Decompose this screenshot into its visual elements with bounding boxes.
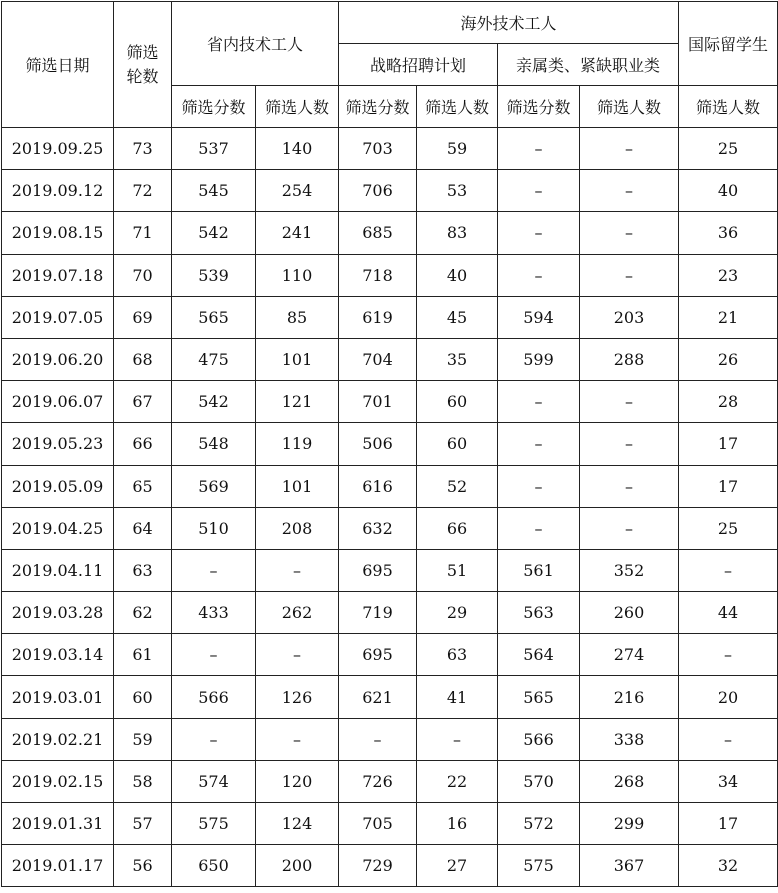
- relative-score-cell: 565: [498, 676, 580, 718]
- provincial-score-cell: 539: [172, 254, 256, 296]
- table-row: [2, 718, 778, 760]
- relative-count-cell: 299: [580, 803, 679, 845]
- strategic-count-cell: 27: [417, 845, 498, 887]
- relative-count-cell: –: [580, 170, 679, 212]
- provincial-count-cell: 262: [256, 592, 339, 634]
- table-row: [2, 592, 778, 634]
- table-row: [2, 507, 778, 549]
- provincial-score-cell: 574: [172, 760, 256, 802]
- provincial-score-cell: 569: [172, 465, 256, 507]
- provincial-score-cell: 475: [172, 338, 256, 380]
- relative-count-cell: –: [580, 507, 679, 549]
- header-strategic: 战略招聘计划: [339, 44, 498, 86]
- strategic-score-cell: 506: [339, 423, 417, 465]
- provincial-count-cell: 101: [256, 338, 339, 380]
- intl-count-cell: 23: [679, 254, 778, 296]
- header-intl-count: 筛选人数: [679, 86, 778, 128]
- provincial-score-cell: 510: [172, 507, 256, 549]
- provincial-count-cell: 208: [256, 507, 339, 549]
- round-cell: 58: [114, 760, 172, 802]
- strategic-score-cell: 729: [339, 845, 417, 887]
- round-cell: 59: [114, 718, 172, 760]
- strategic-score-cell: 695: [339, 634, 417, 676]
- relative-score-cell: 561: [498, 549, 580, 591]
- provincial-score-cell: –: [172, 549, 256, 591]
- round-cell: 67: [114, 381, 172, 423]
- strategic-score-cell: 616: [339, 465, 417, 507]
- intl-count-cell: –: [679, 549, 778, 591]
- strategic-count-cell: –: [417, 718, 498, 760]
- relative-score-cell: –: [498, 212, 580, 254]
- date-cell: 2019.02.15: [2, 760, 114, 802]
- relative-score-cell: 599: [498, 338, 580, 380]
- strategic-count-cell: 60: [417, 423, 498, 465]
- strategic-score-cell: 726: [339, 760, 417, 802]
- round-cell: 60: [114, 676, 172, 718]
- strategic-score-cell: 703: [339, 128, 417, 170]
- relative-score-cell: 570: [498, 760, 580, 802]
- table-body: [2, 128, 778, 887]
- provincial-count-cell: 124: [256, 803, 339, 845]
- header-intl: 国际留学生: [679, 2, 778, 86]
- provincial-count-cell: 200: [256, 845, 339, 887]
- table-row: [2, 338, 778, 380]
- relative-score-cell: 594: [498, 296, 580, 338]
- relative-score-cell: 572: [498, 803, 580, 845]
- provincial-count-cell: 121: [256, 381, 339, 423]
- date-cell: 2019.04.11: [2, 549, 114, 591]
- provincial-count-cell: 119: [256, 423, 339, 465]
- table-row: [2, 803, 778, 845]
- date-cell: 2019.05.09: [2, 465, 114, 507]
- date-cell: 2019.03.01: [2, 676, 114, 718]
- strategic-score-cell: 701: [339, 381, 417, 423]
- date-cell: 2019.09.25: [2, 128, 114, 170]
- provincial-score-cell: 575: [172, 803, 256, 845]
- provincial-score-cell: 433: [172, 592, 256, 634]
- date-cell: 2019.07.05: [2, 296, 114, 338]
- strategic-count-cell: 35: [417, 338, 498, 380]
- table-row: [2, 845, 778, 887]
- strategic-count-cell: 52: [417, 465, 498, 507]
- table-row: [2, 212, 778, 254]
- round-cell: 66: [114, 423, 172, 465]
- relative-score-cell: –: [498, 128, 580, 170]
- header-strategic-score: 筛选分数: [339, 86, 417, 128]
- header-round-line1: 筛选: [126, 42, 159, 62]
- strategic-count-cell: 45: [417, 296, 498, 338]
- round-cell: 71: [114, 212, 172, 254]
- strategic-count-cell: 63: [417, 634, 498, 676]
- intl-count-cell: 44: [679, 592, 778, 634]
- strategic-count-cell: 41: [417, 676, 498, 718]
- relative-count-cell: 352: [580, 549, 679, 591]
- relative-score-cell: 563: [498, 592, 580, 634]
- provincial-score-cell: 537: [172, 128, 256, 170]
- date-cell: 2019.05.23: [2, 423, 114, 465]
- provincial-score-cell: 542: [172, 212, 256, 254]
- header-round-line2: 轮数: [126, 66, 159, 86]
- provincial-count-cell: 254: [256, 170, 339, 212]
- strategic-count-cell: 29: [417, 592, 498, 634]
- table-row: [2, 760, 778, 802]
- strategic-score-cell: 632: [339, 507, 417, 549]
- provincial-score-cell: 650: [172, 845, 256, 887]
- relative-score-cell: –: [498, 465, 580, 507]
- date-cell: 2019.04.25: [2, 507, 114, 549]
- intl-count-cell: 36: [679, 212, 778, 254]
- table-row: [2, 128, 778, 170]
- strategic-count-cell: 16: [417, 803, 498, 845]
- table-row: [2, 634, 778, 676]
- relative-count-cell: 268: [580, 760, 679, 802]
- intl-count-cell: 17: [679, 803, 778, 845]
- strategic-score-cell: 706: [339, 170, 417, 212]
- strategic-count-cell: 40: [417, 254, 498, 296]
- header-relative-count: 筛选人数: [580, 86, 679, 128]
- provincial-count-cell: 101: [256, 465, 339, 507]
- round-cell: 72: [114, 170, 172, 212]
- date-cell: 2019.07.18: [2, 254, 114, 296]
- provincial-count-cell: 126: [256, 676, 339, 718]
- table-row: [2, 381, 778, 423]
- strategic-count-cell: 53: [417, 170, 498, 212]
- relative-count-cell: –: [580, 423, 679, 465]
- relative-score-cell: 566: [498, 718, 580, 760]
- provincial-count-cell: 110: [256, 254, 339, 296]
- provincial-score-cell: 545: [172, 170, 256, 212]
- provincial-count-cell: –: [256, 718, 339, 760]
- strategic-score-cell: 719: [339, 592, 417, 634]
- date-cell: 2019.01.31: [2, 803, 114, 845]
- header-provincial-count: 筛选人数: [256, 86, 339, 128]
- intl-count-cell: –: [679, 718, 778, 760]
- strategic-count-cell: 22: [417, 760, 498, 802]
- intl-count-cell: 32: [679, 845, 778, 887]
- round-cell: 63: [114, 549, 172, 591]
- table-row: [2, 170, 778, 212]
- relative-count-cell: –: [580, 381, 679, 423]
- round-cell: 65: [114, 465, 172, 507]
- provincial-score-cell: 566: [172, 676, 256, 718]
- intl-count-cell: 17: [679, 423, 778, 465]
- relative-count-cell: 216: [580, 676, 679, 718]
- provincial-score-cell: 542: [172, 381, 256, 423]
- intl-count-cell: 40: [679, 170, 778, 212]
- round-cell: 68: [114, 338, 172, 380]
- intl-count-cell: 20: [679, 676, 778, 718]
- provincial-count-cell: 85: [256, 296, 339, 338]
- date-cell: 2019.03.28: [2, 592, 114, 634]
- strategic-score-cell: –: [339, 718, 417, 760]
- table-row: [2, 465, 778, 507]
- header-round: [114, 2, 172, 128]
- provincial-count-cell: 120: [256, 760, 339, 802]
- relative-count-cell: –: [580, 212, 679, 254]
- table-row: [2, 676, 778, 718]
- round-cell: 56: [114, 845, 172, 887]
- date-cell: 2019.08.15: [2, 212, 114, 254]
- header-relative: 亲属类、紧缺职业类: [498, 44, 679, 86]
- relative-score-cell: 575: [498, 845, 580, 887]
- header-provincial: 省内技术工人: [172, 2, 339, 86]
- round-cell: 73: [114, 128, 172, 170]
- relative-count-cell: 288: [580, 338, 679, 380]
- table-row: [2, 296, 778, 338]
- relative-score-cell: –: [498, 423, 580, 465]
- intl-count-cell: 25: [679, 507, 778, 549]
- strategic-score-cell: 619: [339, 296, 417, 338]
- table-row: [2, 423, 778, 465]
- relative-count-cell: 260: [580, 592, 679, 634]
- provincial-score-cell: 565: [172, 296, 256, 338]
- intl-count-cell: 25: [679, 128, 778, 170]
- header-strategic-count: 筛选人数: [417, 86, 498, 128]
- strategic-count-cell: 51: [417, 549, 498, 591]
- strategic-score-cell: 695: [339, 549, 417, 591]
- intl-count-cell: 34: [679, 760, 778, 802]
- strategic-score-cell: 718: [339, 254, 417, 296]
- strategic-count-cell: 66: [417, 507, 498, 549]
- relative-count-cell: 274: [580, 634, 679, 676]
- header-date: 筛选日期: [2, 2, 114, 128]
- date-cell: 2019.01.17: [2, 845, 114, 887]
- round-cell: 57: [114, 803, 172, 845]
- provincial-score-cell: 548: [172, 423, 256, 465]
- relative-count-cell: –: [580, 128, 679, 170]
- provincial-count-cell: –: [256, 634, 339, 676]
- provincial-count-cell: 140: [256, 128, 339, 170]
- provincial-score-cell: –: [172, 718, 256, 760]
- relative-score-cell: –: [498, 170, 580, 212]
- provincial-count-cell: 241: [256, 212, 339, 254]
- strategic-score-cell: 685: [339, 212, 417, 254]
- date-cell: 2019.06.20: [2, 338, 114, 380]
- provincial-score-cell: –: [172, 634, 256, 676]
- table-header: [2, 2, 778, 128]
- relative-count-cell: 367: [580, 845, 679, 887]
- intl-count-cell: 26: [679, 338, 778, 380]
- strategic-score-cell: 705: [339, 803, 417, 845]
- strategic-count-cell: 83: [417, 212, 498, 254]
- relative-count-cell: 203: [580, 296, 679, 338]
- strategic-count-cell: 59: [417, 128, 498, 170]
- relative-score-cell: –: [498, 507, 580, 549]
- intl-count-cell: 21: [679, 296, 778, 338]
- intl-count-cell: 28: [679, 381, 778, 423]
- header-relative-score: 筛选分数: [498, 86, 580, 128]
- intl-count-cell: 17: [679, 465, 778, 507]
- relative-score-cell: –: [498, 381, 580, 423]
- header-provincial-score: 筛选分数: [172, 86, 256, 128]
- date-cell: 2019.02.21: [2, 718, 114, 760]
- date-cell: 2019.09.12: [2, 170, 114, 212]
- relative-count-cell: –: [580, 254, 679, 296]
- round-cell: 64: [114, 507, 172, 549]
- relative-score-cell: –: [498, 254, 580, 296]
- date-cell: 2019.06.07: [2, 381, 114, 423]
- strategic-count-cell: 60: [417, 381, 498, 423]
- intl-count-cell: –: [679, 634, 778, 676]
- header-overseas: 海外技术工人: [339, 2, 679, 44]
- round-cell: 61: [114, 634, 172, 676]
- relative-count-cell: –: [580, 465, 679, 507]
- date-cell: 2019.03.14: [2, 634, 114, 676]
- table-row: [2, 254, 778, 296]
- relative-count-cell: 338: [580, 718, 679, 760]
- round-cell: 70: [114, 254, 172, 296]
- relative-score-cell: 564: [498, 634, 580, 676]
- round-cell: 62: [114, 592, 172, 634]
- round-cell: 69: [114, 296, 172, 338]
- provincial-count-cell: –: [256, 549, 339, 591]
- strategic-score-cell: 621: [339, 676, 417, 718]
- strategic-score-cell: 704: [339, 338, 417, 380]
- table-row: [2, 549, 778, 591]
- screening-table: [1, 1, 778, 887]
